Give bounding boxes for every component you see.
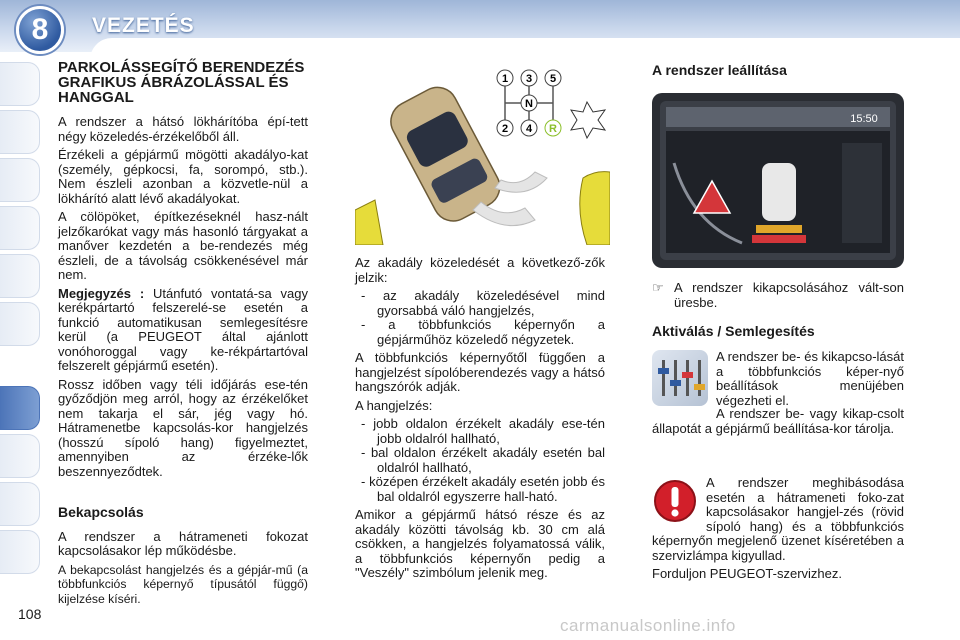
settings-sliders-icon <box>652 350 708 406</box>
stop-text <box>652 281 904 310</box>
hand-pointer-icon: ☞ <box>652 280 664 295</box>
screen-proximity-bar <box>752 235 806 243</box>
header-white-curve <box>90 38 960 60</box>
watermark: carmanualsonline.info <box>560 616 736 635</box>
paragraph-note <box>58 287 308 374</box>
parking-diagram <box>355 60 610 245</box>
fault-paragraph <box>652 476 904 563</box>
screen-time: 15:50 <box>850 113 878 125</box>
section-title-activation: Aktiválás / Semlegesítés <box>652 323 815 339</box>
list-item: - bal oldalon érzékelt akadály esetén bal oldalról hallható, <box>361 445 605 475</box>
chapter-badge: 8 <box>16 6 64 54</box>
list-item: - középen érzékelt akadály esetén jobb és bal oldalról egyszerre hall-ható. <box>361 474 605 504</box>
main-car <box>384 80 507 228</box>
paragraph: Amikor a gépjármű hátsó része és az akadály közötti távolság kb. 30 cm alá csökken, a hangjelzés folyamatossá válik, a többfunkciós képernyőn pedig a "Veszély" szimbólum jelenik meg. <box>355 507 605 580</box>
paragraph: Érzékeli a gépjármű mögötti akadályo-kat (személy, gépkocsi, fa, sorompó, stb.). Nem észleli azonban a közvetle-nül a lökhárító alatt lévő akadályokat. <box>58 147 308 206</box>
gear-label-reverse: R <box>549 123 557 135</box>
gear-label: 1 <box>501 73 509 85</box>
gear-label: 2 <box>501 123 509 135</box>
fault-block <box>652 476 904 586</box>
paragraph: A rendszer a hátsó lökhárítóba épí-tett négy közeledés-érzékelőből áll. <box>58 114 308 144</box>
side-tab-6[interactable] <box>0 302 40 346</box>
indicator-list <box>355 289 605 347</box>
activation-text-1: A rendszer be- és kikapcso-lását a többfunkciós képer-nyő beállítások menüjében végezheti el. <box>716 349 904 408</box>
car-bottom-left <box>355 200 383 245</box>
paragraph: A rendszer a hátrameneti fokozat kapcsolásakor lép működésbe. <box>58 528 308 558</box>
paragraph: A bekapcsolást hangjelzés és a gépjár-mű (a többfunkciós képernyő típusától függő) kijelzése kíséri. <box>58 562 308 606</box>
section-title-switch-on: Bekapcsolás <box>58 504 144 520</box>
slider-track <box>662 360 665 396</box>
side-tab-5[interactable] <box>0 254 40 298</box>
slider-knob <box>658 368 669 374</box>
side-tab-3[interactable] <box>0 158 40 202</box>
list-item: - jobb oldalon érzékelt akadály ese-tén jobb oldalról hallható, <box>361 416 605 446</box>
multifunction-screen-image <box>652 93 904 268</box>
side-tab-9[interactable] <box>0 482 40 526</box>
side-tab-active[interactable] <box>0 386 40 430</box>
middle-column <box>355 256 605 585</box>
screen-svg <box>652 93 904 268</box>
paragraph: A hangjelzés: <box>355 397 433 413</box>
paragraph: Az akadály közeledését a következő-zők jelzik: <box>355 255 605 285</box>
slider-knob <box>670 380 681 386</box>
signal-list <box>355 417 605 504</box>
side-tab-1[interactable] <box>0 62 40 106</box>
slider-knob <box>694 384 705 390</box>
stop-instruction <box>652 281 904 310</box>
note-label: Megjegyzés : <box>58 285 145 301</box>
side-tab-2[interactable] <box>0 110 40 154</box>
stop-text-body: A rendszer kikapcsolásához vált-son üresbe. <box>674 280 904 310</box>
section-title-parking-aid: PARKOLÁSSEGÍTŐ BERENDEZÉS GRAFIKUS ÁBRÁZOLÁSSAL ÉS HANGGAL <box>58 59 305 106</box>
gear-label: 4 <box>525 123 533 135</box>
left-column <box>58 60 308 610</box>
list-item: - az akadály közeledésével mind gyorsabbá váló hangjelzés, <box>361 288 605 318</box>
screen-side-panel <box>842 143 882 243</box>
screen-car-icon <box>762 163 796 221</box>
side-tab-4[interactable] <box>0 206 40 250</box>
note-text: Utánfutó vontatá-sa vagy kerékpártartó felszerelé-se esetén a funkció automatikusan semlegesítésre kerül (a PEUGEOT által ajánlott vonóhoroggal vagy ke-rékpártartóval felszerelt gépjármű esetén). <box>58 285 308 373</box>
car-right <box>580 172 610 245</box>
sliders-svg <box>652 350 708 406</box>
gear-label: 5 <box>549 73 557 85</box>
chapter-title: VEZETÉS <box>92 14 195 37</box>
sensor-wave <box>473 202 535 226</box>
slider-track <box>674 360 677 396</box>
screen-proximity-bar <box>756 225 802 233</box>
paragraph: A többfunkciós képernyőtől függően a hangjelzést sípolóberendezés vagy a hátsó hangszórók adják. <box>355 350 605 394</box>
gear-label: 3 <box>525 73 533 85</box>
beep-burst-icon <box>571 102 605 138</box>
side-tab-8[interactable] <box>0 434 40 478</box>
activation-text-2: A rendszer be- vagy kikap-csolt állapotát a gépjármű beállítása-kor tárolja. <box>652 406 904 436</box>
fault-service-text: Forduljon PEUGEOT-szervizhez. <box>652 566 843 581</box>
list-item: - a többfunkciós képernyőn a gépjárműhöz közeledő négyzetek. <box>361 317 605 347</box>
slider-track <box>698 360 701 396</box>
fault-text: A rendszer meghibásodása esetén a hátrameneti foko-zat kapcsolásakor hangjel-zés (rövid sípoló hang) és a többfunkciós képernyőn megjelenő üzenet kíséretében a szervizlámpa kigyullad. <box>652 475 904 563</box>
fault-icon-spacer <box>652 476 706 534</box>
paragraph: Rossz időben vagy téli időjárás ese-tén győződjön meg arról, hogy az érzékelőket nem takarja el sár, jég vagy hó. Hátramenetbe kapcsolás-kor hangjelzés (hosszú sípoló hang) figyelmeztet, amennyiben az érzéke-lők beszennyeződtek. <box>58 376 308 479</box>
side-tab-10[interactable] <box>0 530 40 574</box>
section-title-stop: A rendszer leállítása <box>652 62 787 78</box>
paragraph: A cölöpöket, építkezéseknél hasz-nált jelzőkarókat vagy más hasonló tárgyakat a manőver kezdetén a be-rendezés még észleli, de a távolság csökkenésével már nem. <box>58 209 308 282</box>
parking-diagram-svg <box>355 60 610 245</box>
gear-label: N <box>525 98 533 110</box>
page-number: 108 <box>18 606 42 622</box>
sensor-wave <box>495 172 547 192</box>
slider-knob <box>682 372 693 378</box>
gear-pattern <box>497 70 561 136</box>
